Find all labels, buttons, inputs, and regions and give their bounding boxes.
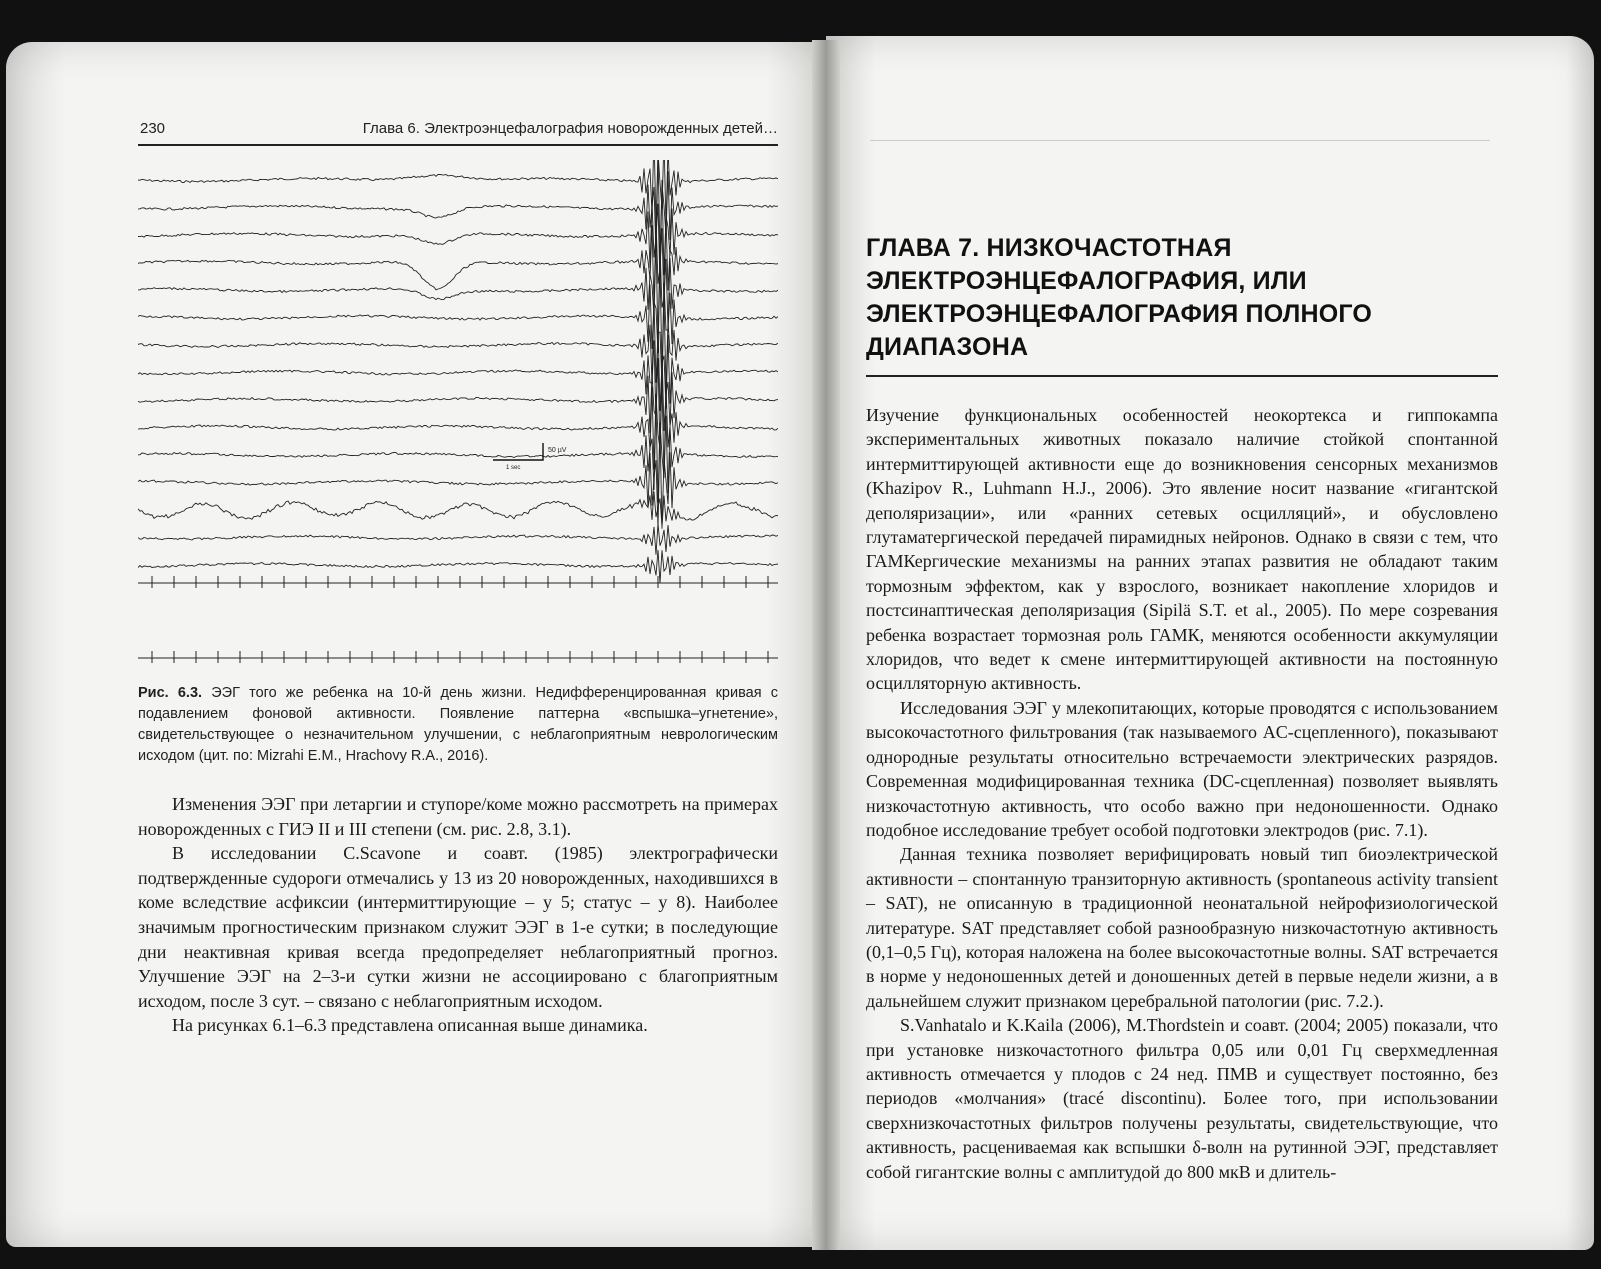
eeg-channel-trace bbox=[138, 265, 778, 370]
paragraph: Исследования ЭЭГ у млекопитающих, которые проводятся с использованием высокочастотного фильтрования (так называемого AC-сцепленного), показывают однородные результаты относительно встречаемости электрических разрядов. Современная модифицированная техника (DC-сцепленная) позволяет выявлять низкочастотную активность, что особо важно при недоношенности. Однако подобное исследование требует особой подготовки электродов (рис. 7.1). bbox=[866, 697, 1498, 840]
paragraph: В исследовании C.Scavone и соавт. (1985) электрографически подтвержденные судороги отмечались у 13 из 20 новорожденных, находившихся в коме вследствие асфиксии (интермиттирующие – у 5; статус – у 8). Наиболее значимым прогностическим признаком служит ЭЭГ в 1-е сутки; в последующие дни неактивная кривая всегда предопределяет неблагоприятный прогноз. Улучшение ЭЭГ на 2–3-и сутки жизни не ассоциировано с благоприятным исходом, после 3 сут. – связано с неблагоприятным исходом. bbox=[138, 843, 778, 1011]
ecg-tick-trace bbox=[138, 651, 778, 663]
scale-bar bbox=[493, 443, 543, 460]
chapter-rule bbox=[866, 375, 1498, 377]
paragraph: Изменения ЭЭГ при летаргии и ступоре/коме можно рассмотреть на примерах новорожденных с ГИЭ II и III степени (см. рис. 2.8, 3.1). bbox=[138, 794, 778, 839]
figure-caption bbox=[138, 683, 778, 767]
eeg-channel-trace bbox=[138, 523, 778, 554]
eeg-channel-trace bbox=[138, 160, 778, 254]
paragraph: На рисунках 6.1–6.3 представлена описанная выше динамика. bbox=[172, 1015, 648, 1036]
eeg-figure bbox=[138, 160, 778, 670]
eeg-channel-trace bbox=[138, 350, 778, 453]
ecg-tick-trace bbox=[138, 576, 778, 588]
paragraph: Данная техника позволяет верифицировать новый тип биоэлектрической активности – спонтанную транзиторную активность (spontaneous activity transient – SAT), не описанную в традиционной неонатальной нейрофизиологической литературе. SAT представляет собой разнообразную низкочастотную активность (0,1–0,5 Гц), которая наложена на более высокочастотные волны. SAT встречается в норме у недоношенных детей и доношенных детей в первые недели жизни, а в дальнейшем служит признаком церебральной патологии (рис. 7.2.). bbox=[866, 844, 1498, 1011]
paragraph: Изучение функциональных особенностей неокортекса и гиппокампа экспериментальных животных показало наличие стойкой спонтанной интермиттирующей активности еще до возникновения сенсорных механизмов (Khazipov R., Luhmann H.J., 2006). Это явление носит название «гигантской деполяризации», или «ранних сетевых осцилляций», и обусловлено глутаматергической передачей пирамидных нейронов. Однако в связи с тем, что ГАМКергические механизмы на ранних этапах развития не обладают таким тормозным эффектом, как у взрослого, возникает накопление хлоридов и постсинаптическая деполяризация (Sipilä S.T. et al., 2005). По мере созревания ребенка возрастает тормозная роль ГАМК, меняются особенности аккумуляции хлоридов, что ведет к смене интермиттирующей активности на постоянную осцилляторную активность. bbox=[866, 405, 1498, 694]
eeg-traces bbox=[138, 160, 778, 670]
book-gutter bbox=[812, 40, 840, 1250]
paragraph: S.Vanhatalo и K.Kaila (2006), M.Thordstein и соавт. (2004; 2005) показали, что при установке низкочастотного фильтра 0,05 или 0,01 Гц сверхмедленная активность отмечается у плодов с 24 нед. ПМВ и существует постоянно, без периодов «молчания» (tracé discontinu). Более того, при использовании сверхнизкочастотных фильтров получены результаты, свидетельствующие, что активность, расцениваемая как вспышки δ-волн на рутинной ЭЭГ, представляет собой гигантские волны с амплитудой до 800 мкВ и длитель- bbox=[866, 1015, 1498, 1182]
eeg-channel-trace bbox=[138, 550, 778, 583]
left-body-text bbox=[138, 792, 778, 1038]
running-head bbox=[138, 118, 778, 146]
eeg-channel-trace bbox=[138, 383, 778, 478]
bleed-through-header bbox=[870, 118, 1490, 141]
eeg-channel-trace bbox=[138, 492, 778, 527]
eeg-channel-trace bbox=[138, 180, 778, 284]
scale-time-label: 1 sec bbox=[506, 465, 521, 471]
eeg-channel-trace bbox=[138, 298, 778, 390]
eeg-channel-trace bbox=[138, 160, 778, 227]
caption-text: ЭЭГ того же ребенка на 10-й день жизни. Недифференцированная кривая с подавлением фоновой активности. Появление паттерна «вспышка–угнетение», свидетельствующее о незначительном улучшении, с неблагоприятным неврологическим исходом (цит. по: Mizrahi E.M., Hrachovy R.A., 2016). bbox=[138, 685, 778, 764]
scale-amplitude-label: 50 µV bbox=[548, 447, 567, 454]
page-number: 230 bbox=[140, 120, 166, 137]
eeg-channel-trace bbox=[138, 243, 778, 341]
right-body-text bbox=[866, 403, 1498, 1184]
running-title: Глава 6. Электроэнцефалография новорожденных детей… bbox=[362, 120, 778, 137]
caption-label: Рис. 6.3. bbox=[138, 685, 203, 701]
eeg-channel-trace bbox=[138, 323, 778, 423]
chapter-title: ГЛАВА 7. НИЗКОЧАСТОТНАЯ ЭЛЕКТРОЭНЦЕФАЛОГРАФИЯ, ИЛИ ЭЛЕКТРОЭНЦЕФАЛОГРАФИЯ ПОЛНОГО ДИАПАЗОНА bbox=[866, 234, 1373, 361]
